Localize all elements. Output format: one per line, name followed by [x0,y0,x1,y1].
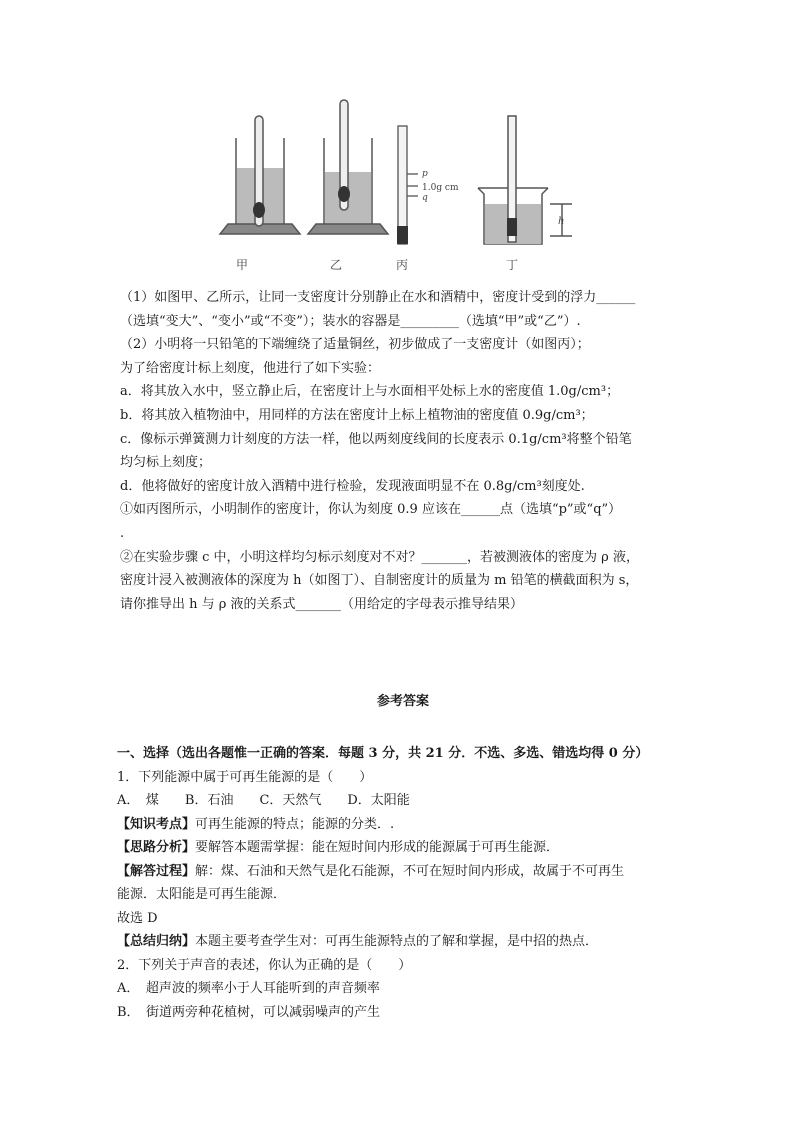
figure-drawing [200,96,600,276]
question-line: ②在实验步骤 c 中，小明这样均匀标示刻度对不对？_______，若被测液体的密度为 ρ 液， [120,549,639,565]
question-line: ①如丙图所示，小明制作的密度计，你认为刻度 0.9 应该在______点（选填“p”或“q”） [120,502,622,518]
question-line: （2）小明将一只铅笔的下端缠绕了适量铜丝，初步做成了一支密度计（如图丙）； [120,337,590,353]
solution-thinking [117,836,689,860]
section-heading: 一、选择（选出各题惟一正确的答案．每题 3 分，共 21 分．不选、多选、错选均得 0 分） [117,746,649,761]
solution-process-cont: 能源．太阳能是可再生能源． [117,887,287,902]
caption-jia: 甲 [236,258,249,272]
kp-label: 【知识考点】 [117,816,196,832]
sum-label: 【总结归纳】 [117,934,196,949]
pr-text: 解：煤、石油和天然气是化石能源，不可在短时间内形成，故属于不可再生 [195,863,625,879]
knowledge-point [117,813,689,837]
pr-label: 【解答过程】 [117,863,196,879]
question-line: 为了给密度计标上刻度，他进行了如下实验： [120,360,381,376]
caption-yi: 乙 [330,258,343,272]
question-line: b．将其放入植物油中，用同样的方法在密度计上标上植物油的密度值 0.9g/cm³； [120,407,594,423]
density-meter-figure [200,96,600,276]
choice-result: 故选 D [117,910,158,926]
question-line: （选填“变大”、“变小”或“不变”）；装水的容器是_________（选填“甲”或“乙”）. [120,313,581,329]
question-line: a．将其放入水中，竖立静止后，在密度计上与水面相平处标上水的密度值 1.0g/cm³； [120,384,620,400]
kp-text: 可再生能源的特点；能源的分类．. [195,816,395,832]
q2-option-a: A． 超声波的频率小于人耳能听到的声音频率 [117,981,380,996]
q1-stem: 1．下列能源中属于可再生能源的是（ ） [117,769,373,785]
scale-mid-label: 1.0g cm [422,183,459,193]
scale-p-label: p [422,169,428,179]
sl-label: 【思路分析】 [117,840,196,855]
question-line: c．像标示弹簧测力计刻度的方法一样，他以两刻度线间的长度表示 0.1g/cm³将整个铅笔 [120,431,632,447]
question-line: 密度计浸入被测液体的深度为 h（如图丁）、自制密度计的质量为 m 铅笔的横截面积为 s， [120,573,639,589]
sl-text: 要解答本题需掌握：能在短时间内形成的能源属于可再生能源． [195,840,560,855]
caption-ding: 丁 [506,258,519,272]
depth-h-label: h [558,216,565,227]
caption-bing: 丙 [396,258,409,272]
cylinder-yi [308,100,388,234]
summary [117,930,689,954]
question-line: 请你推导出 h 与 ρ 液的关系式_______（用给定的字母表示推导结果） [120,596,524,612]
solution-process [117,860,689,884]
sum-text: 本题主要考查学生对：可再生能源特点的了解和掌握，是中招的热点． [195,934,599,949]
question-line: （1）如图甲、乙所示，让同一支密度计分别静止在水和酒精中，密度计受到的浮力______ [120,290,636,305]
scale-q-label: q [422,193,428,203]
q2-option-b: B． 街道两旁种花植树，可以减弱噪声的产生 [117,1004,381,1020]
question-line: d．他将做好的密度计放入酒精中进行检验，发现液面明显不在 0.8g/cm³刻度处. [120,478,585,494]
question-line: 均匀标上刻度； [120,455,212,471]
pencil-bing [397,126,418,244]
answers-title: 参考答案 [376,694,429,709]
answers-block [117,692,689,1024]
cylinder-jia [220,116,300,234]
question-block [120,286,690,616]
q1-options: A． 煤 B．石油 C．天然气 D．太阳能 [117,793,410,808]
question-line: . [120,525,125,541]
q2-stem: 2．下列关于声音的表述，你认为正确的是（ ） [117,957,412,973]
